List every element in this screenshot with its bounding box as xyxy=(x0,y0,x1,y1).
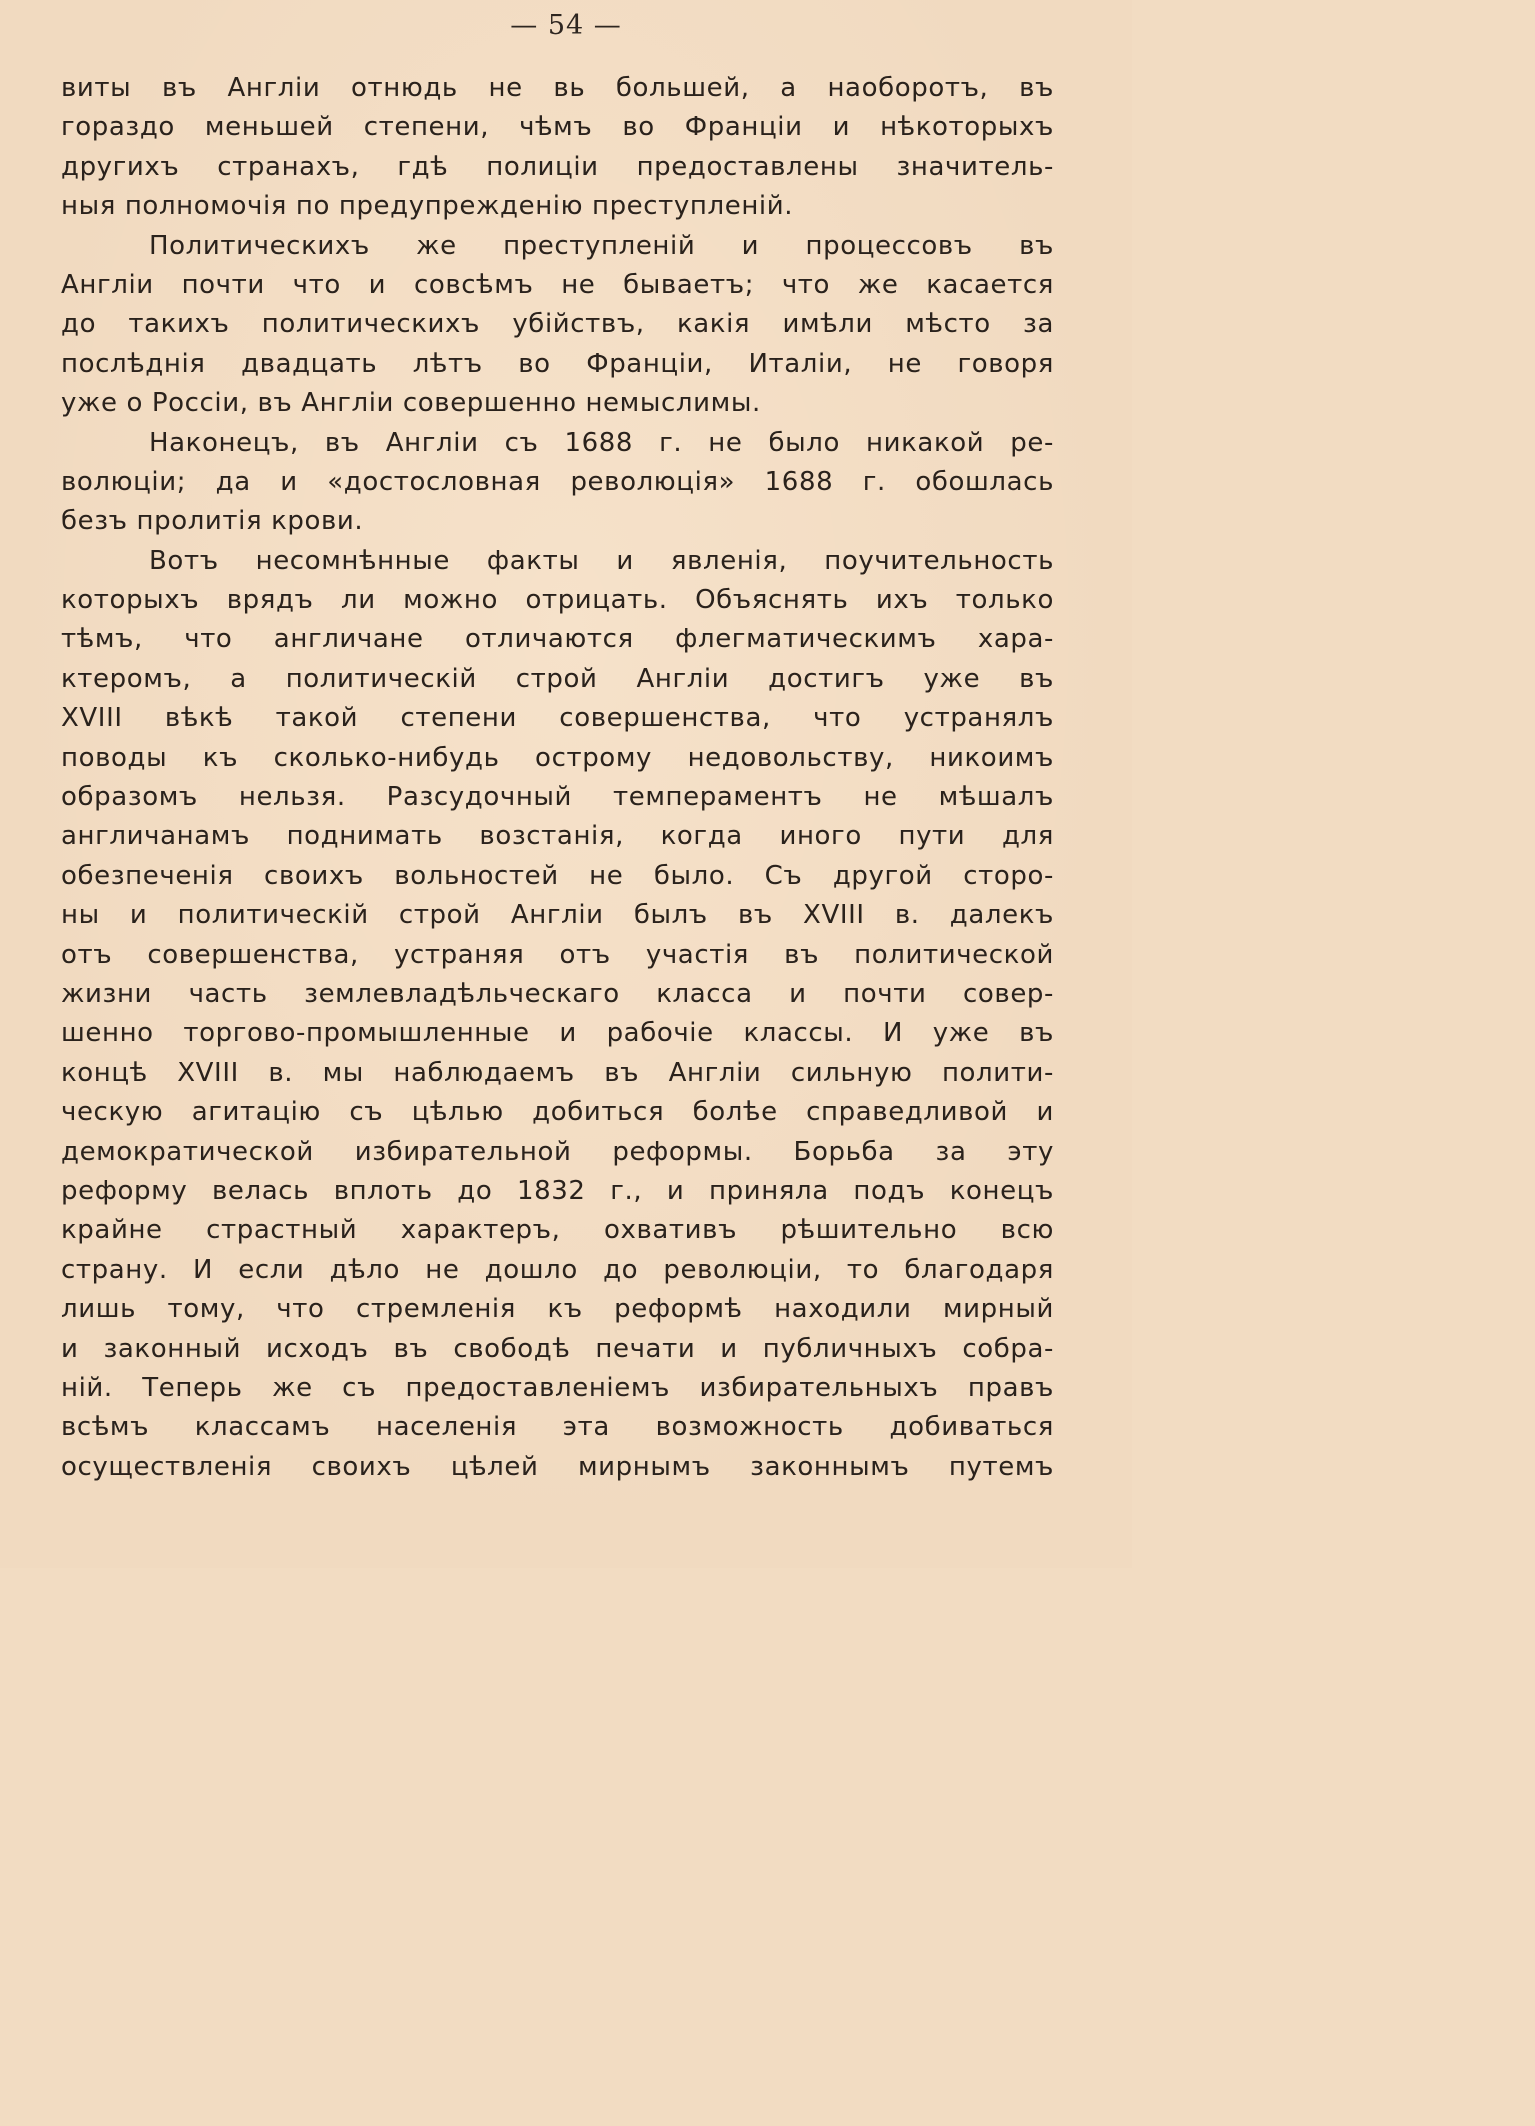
text-line: и законный исходъ въ свободѣ печати и публичныхъ собра- xyxy=(61,1333,1054,1364)
body-text xyxy=(61,69,1054,1487)
text-line: жизни часть землевладѣльческаго класса и почти совер- xyxy=(61,978,1054,1009)
text-line: Англіи почти что и совсѣмъ не бываетъ; что же касается xyxy=(61,269,1054,300)
text-line: другихъ странахъ, гдѣ полиціи предоставлены значитель- xyxy=(61,151,1054,182)
text-line: уже о Россіи, въ Англіи совершенно немыслимы. xyxy=(61,388,761,419)
text-line: лишь тому, что стремленія къ реформѣ находили мирный xyxy=(61,1294,1054,1325)
text-line: Политическихъ же преступленій и процессовъ въ xyxy=(149,230,1054,261)
text-line: ныя полномочія по предупрежденію преступленій. xyxy=(61,191,794,222)
text-line: ній. Теперь же съ предоставленіемъ избирательныхъ правъ xyxy=(61,1372,1054,1403)
text-line: которыхъ врядъ ли можно отрицать. Объяснять ихъ только xyxy=(61,585,1054,616)
text-line: ческую агитацію съ цѣлью добиться болѣе справедливой и xyxy=(61,1097,1054,1128)
text-line: концѣ XVIII в. мы наблюдаемъ въ Англіи сильную полити- xyxy=(61,1057,1054,1088)
page-number: — 54 — xyxy=(510,10,622,41)
text-line: шенно торгово-промышленные и рабочіе классы. И уже въ xyxy=(61,1018,1054,1049)
text-line: тѣмъ, что англичане отличаются флегматическимъ хара- xyxy=(61,624,1054,655)
text-line: виты въ Англіи отнюдь не вь большей, а наоборотъ, въ xyxy=(61,73,1054,103)
text-line: демократической избирательной реформы. Борьба за эту xyxy=(61,1136,1054,1167)
text-line: ктеромъ, а политическій строй Англіи достигъ уже въ xyxy=(61,663,1054,694)
text-line: крайне страстный характеръ, охвативъ рѣшительно всю xyxy=(61,1215,1054,1246)
text-line: послѣднія двадцать лѣтъ во Франціи, Италіи, не говоря xyxy=(61,348,1054,379)
text-line: волюціи; да и «достословная революція» 1688 г. обошлась xyxy=(61,466,1054,497)
text-line: Наконецъ, въ Англіи съ 1688 г. не было никакой ре- xyxy=(149,427,1054,458)
text-line: образомъ нельзя. Разсудочный темпераментъ не мѣшалъ xyxy=(61,782,1054,813)
text-line: страну. И если дѣло не дошло до революціи, то благодаря xyxy=(61,1254,1054,1285)
text-line: гораздо меньшей степени, чѣмъ во Франціи и нѣкоторыхъ xyxy=(61,112,1054,143)
text-line: всѣмъ классамъ населенія эта возможность добиваться xyxy=(61,1412,1054,1443)
text-line: безъ пролитія крови. xyxy=(61,506,364,537)
text-line: XVIII вѣкѣ такой степени совершенства, что устранялъ xyxy=(61,703,1054,734)
text-line: ны и политическій строй Англіи былъ въ XVIII в. далекъ xyxy=(61,900,1054,931)
text-line: англичанамъ поднимать возстанія, когда иного пути для xyxy=(61,821,1054,852)
text-line: до такихъ политическихъ убійствъ, какія имѣли мѣсто за xyxy=(61,309,1054,340)
text-line: реформу велась вплоть до 1832 г., и приняла подъ конецъ xyxy=(61,1175,1054,1206)
text-line: осуществленія своихъ цѣлей мирнымъ законнымъ путемъ xyxy=(61,1451,1054,1482)
text-line: поводы къ сколько-нибудь острому недовольству, никоимъ xyxy=(61,742,1054,773)
text-line: отъ совершенства, устраняя отъ участія въ политической xyxy=(61,939,1054,970)
text-line: Вотъ несомнѣнные факты и явленія, поучительность xyxy=(149,545,1054,576)
text-line: обезпеченія своихъ вольностей не было. Съ другой сторо- xyxy=(61,860,1054,891)
